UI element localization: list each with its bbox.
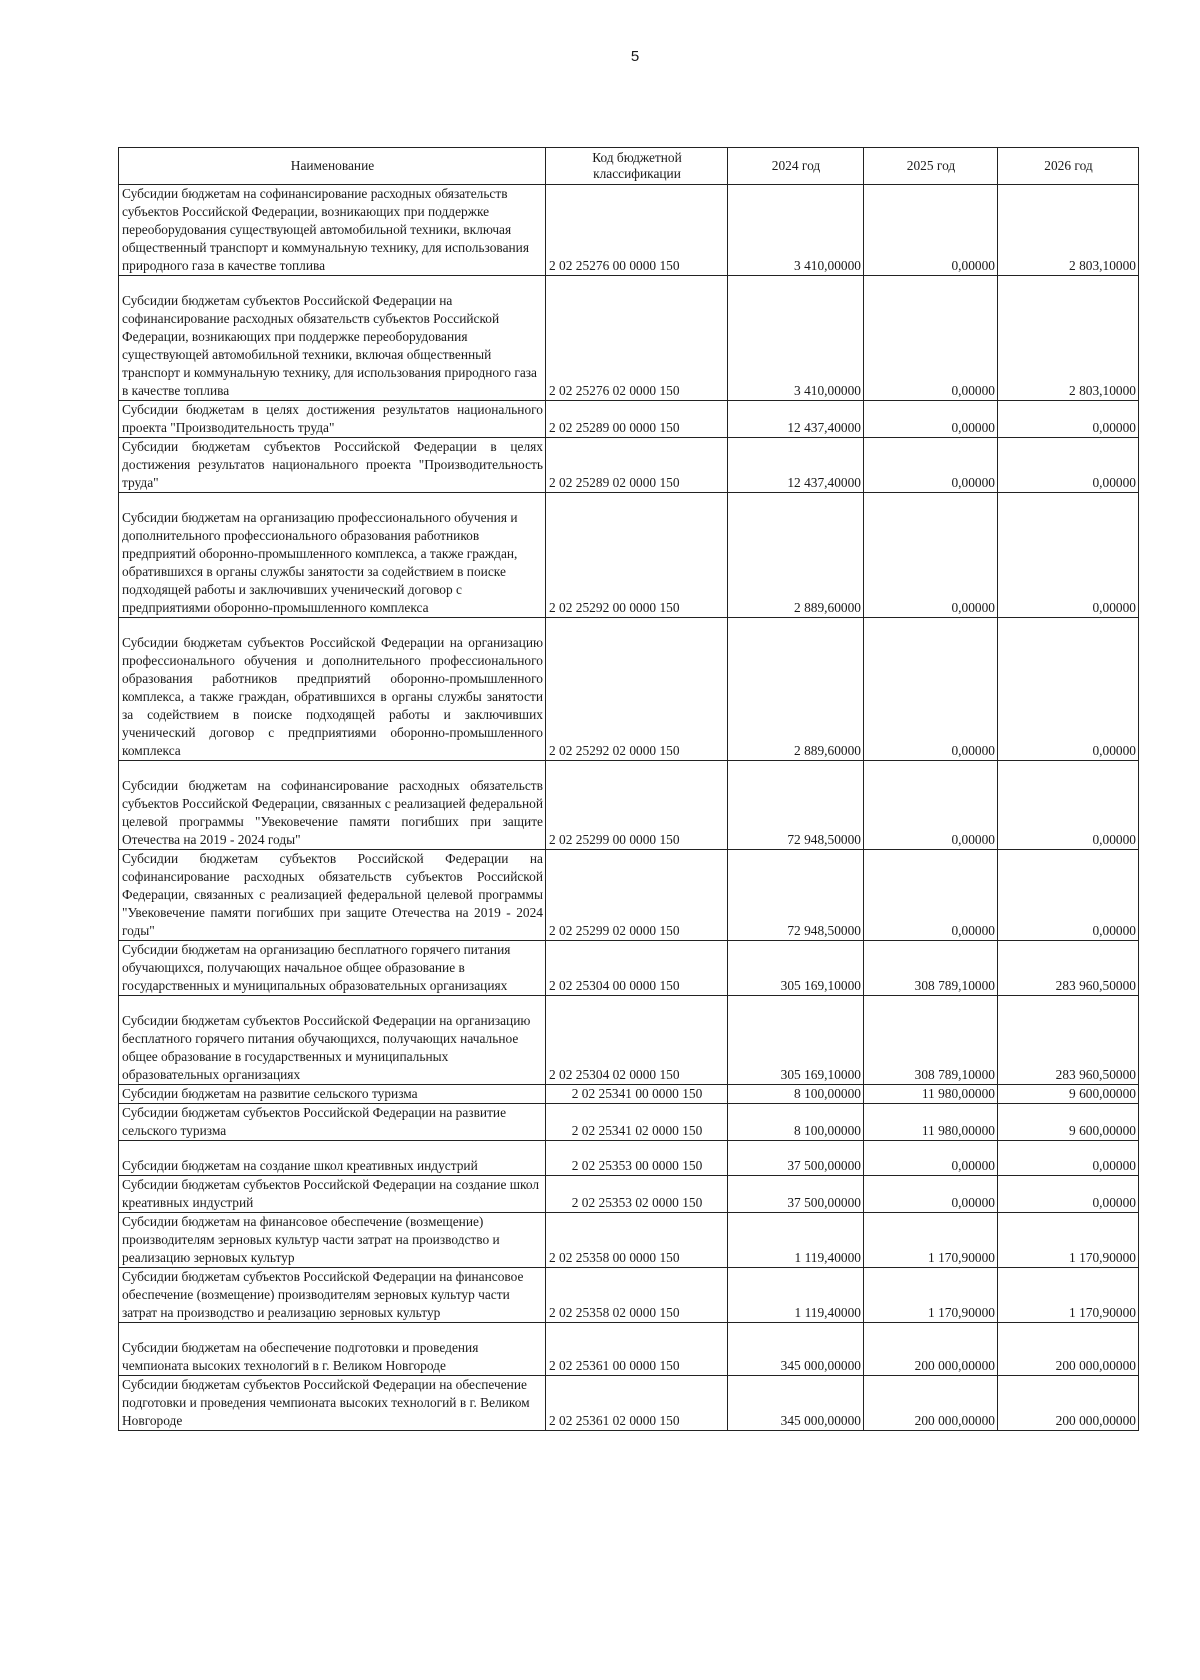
table-row [119,996,1139,1085]
row-2026: 200 000,00000 [998,1323,1139,1376]
row-2026: 0,00000 [998,850,1139,941]
row-2025: 200 000,00000 [864,1323,998,1376]
header-2026: 2026 год [998,148,1139,185]
row-2024: 72 948,50000 [728,761,864,850]
table-row [119,850,1139,941]
header-2024: 2024 год [728,148,864,185]
row-name: Субсидии бюджетам субъектов Российской Федерации на финансовое обеспечение (возмещение) производителям зерновых культур части затрат на производство и реализацию зерновых культур [119,1268,546,1323]
header-name: Наименование [119,148,546,185]
row-code: 2 02 25353 00 0000 150 [546,1141,728,1176]
row-code: 2 02 25289 02 0000 150 [546,438,728,493]
table-row [119,1176,1139,1213]
row-2025: 308 789,10000 [864,996,998,1085]
row-2026: 283 960,50000 [998,941,1139,996]
row-name: Субсидии бюджетам на организацию профессионального обучения и дополнительного профессионального образования работников предприятий оборонно-промышленного комплекса, а также граждан, обратившихся в органы службы занятости за содействием в поиске подходящей работы и заключивших ученический договор с предприятиями оборонно-промышленного комплекса [119,493,546,618]
row-2024: 345 000,00000 [728,1376,864,1431]
table-row [119,761,1139,850]
row-2024: 3 410,00000 [728,185,864,276]
row-code: 2 02 25341 02 0000 150 [546,1104,728,1141]
row-code: 2 02 25299 00 0000 150 [546,761,728,850]
row-2024: 72 948,50000 [728,850,864,941]
row-code: 2 02 25361 00 0000 150 [546,1323,728,1376]
row-2024: 1 119,40000 [728,1213,864,1268]
table-row [119,618,1139,761]
row-2025: 11 980,00000 [864,1104,998,1141]
row-2025: 0,00000 [864,1176,998,1213]
row-2026: 1 170,90000 [998,1268,1139,1323]
row-2024: 8 100,00000 [728,1085,864,1104]
row-name: Субсидии бюджетам на создание школ креативных индустрий [119,1141,546,1176]
table-row [119,493,1139,618]
row-code: 2 02 25358 02 0000 150 [546,1268,728,1323]
row-2026: 2 803,10000 [998,185,1139,276]
table-row [119,276,1139,401]
table-row [119,401,1139,438]
row-2024: 8 100,00000 [728,1104,864,1141]
row-2024: 12 437,40000 [728,401,864,438]
table-row [119,1323,1139,1376]
row-2024: 1 119,40000 [728,1268,864,1323]
row-code: 2 02 25304 00 0000 150 [546,941,728,996]
row-2024: 3 410,00000 [728,276,864,401]
row-code: 2 02 25358 00 0000 150 [546,1213,728,1268]
table-row [119,941,1139,996]
row-name: Субсидии бюджетам субъектов Российской Федерации в целях достижения результатов национального проекта "Производительность труда" [119,438,546,493]
row-2024: 305 169,10000 [728,996,864,1085]
row-2026: 283 960,50000 [998,996,1139,1085]
row-code: 2 02 25353 02 0000 150 [546,1176,728,1213]
row-name: Субсидии бюджетам на обеспечение подготовки и проведения чемпионата высоких технологий в г. Великом Новгороде [119,1323,546,1376]
table-row [119,438,1139,493]
table-row [119,185,1139,276]
row-2024: 2 889,60000 [728,493,864,618]
row-2025: 0,00000 [864,850,998,941]
table-row [119,1376,1139,1431]
row-2025: 1 170,90000 [864,1213,998,1268]
row-2026: 2 803,10000 [998,276,1139,401]
table-row [119,1213,1139,1268]
row-2026: 0,00000 [998,1176,1139,1213]
table-row [119,1104,1139,1141]
row-2026: 9 600,00000 [998,1104,1139,1141]
row-2024: 12 437,40000 [728,438,864,493]
row-name: Субсидии бюджетам субъектов Российской Федерации на организацию профессионального обучения и дополнительного профессионального образования работников предприятий оборонно-промышленного комплекса, а также граждан, обратившихся в органы службы занятости за содействием в поиске подходящей работы и заключивших ученический договор с предприятиями оборонно-промышленного комплекса [119,618,546,761]
row-2026: 9 600,00000 [998,1085,1139,1104]
page-number: 5 [630,48,640,65]
row-code: 2 02 25292 02 0000 150 [546,618,728,761]
row-2026: 0,00000 [998,493,1139,618]
row-2025: 0,00000 [864,761,998,850]
row-2026: 0,00000 [998,1141,1139,1176]
row-2024: 305 169,10000 [728,941,864,996]
row-name: Субсидии бюджетам субъектов Российской Федерации на обеспечение подготовки и проведения чемпионата высоких технологий в г. Великом Новгороде [119,1376,546,1431]
row-2025: 0,00000 [864,401,998,438]
row-2025: 0,00000 [864,185,998,276]
header-2025: 2025 год [864,148,998,185]
row-2025: 0,00000 [864,438,998,493]
row-2024: 37 500,00000 [728,1141,864,1176]
row-2025: 0,00000 [864,618,998,761]
row-name: Субсидии бюджетам на развитие сельского туризма [119,1085,546,1104]
row-2025: 308 789,10000 [864,941,998,996]
row-2026: 0,00000 [998,618,1139,761]
row-name: Субсидии бюджетам в целях достижения результатов национального проекта "Производительность труда" [119,401,546,438]
row-code: 2 02 25299 02 0000 150 [546,850,728,941]
row-name: Субсидии бюджетам на софинансирование расходных обязательств субъектов Российской Федерации, связанных с реализацией федеральной целевой программы "Увековечение памяти погибших при защите Отечества на 2019 - 2024 годы" [119,761,546,850]
row-code: 2 02 25276 00 0000 150 [546,185,728,276]
row-code: 2 02 25292 00 0000 150 [546,493,728,618]
row-2025: 0,00000 [864,1141,998,1176]
table-row [119,1085,1139,1104]
row-name: Субсидии бюджетам на софинансирование расходных обязательств субъектов Российской Федерации, возникающих при поддержке переоборудования существующей автомобильной техники, включая общественный транспорт и коммунальную технику, для использования природного газа в качестве топлива [119,185,546,276]
row-2024: 2 889,60000 [728,618,864,761]
row-2026: 0,00000 [998,761,1139,850]
row-2026: 1 170,90000 [998,1213,1139,1268]
row-name: Субсидии бюджетам субъектов Российской Федерации на развитие сельского туризма [119,1104,546,1141]
table-header-row [119,148,1139,185]
row-name: Субсидии бюджетам субъектов Российской Федерации на софинансирование расходных обязательств субъектов Российской Федерации, возникающих при поддержке переоборудования существующей автомобильной техники, включая общественный транспорт и коммунальную технику, для использования природного газа в качестве топлива [119,276,546,401]
row-2025: 200 000,00000 [864,1376,998,1431]
row-code: 2 02 25341 00 0000 150 [546,1085,728,1104]
row-name: Субсидии бюджетам субъектов Российской Федерации на организацию бесплатного горячего питания обучающихся, получающих начальное общее образование в государственных и муниципальных образовательных организациях [119,996,546,1085]
row-2025: 0,00000 [864,276,998,401]
row-2025: 0,00000 [864,493,998,618]
row-name: Субсидии бюджетам субъектов Российской Федерации на софинансирование расходных обязательств субъектов Российской Федерации, связанных с реализацией федеральной целевой программы "Увековечение памяти погибших при защите Отечества на 2019 - 2024 годы" [119,850,546,941]
row-2024: 345 000,00000 [728,1323,864,1376]
row-name: Субсидии бюджетам на финансовое обеспечение (возмещение) производителям зерновых культур части затрат на производство и реализацию зерновых культур [119,1213,546,1268]
row-2025: 11 980,00000 [864,1085,998,1104]
row-2026: 0,00000 [998,401,1139,438]
row-code: 2 02 25304 02 0000 150 [546,996,728,1085]
row-name: Субсидии бюджетам на организацию бесплатного горячего питания обучающихся, получающих начальное общее образование в государственных и муниципальных образовательных организациях [119,941,546,996]
row-name: Субсидии бюджетам субъектов Российской Федерации на создание школ креативных индустрий [119,1176,546,1213]
row-2026: 200 000,00000 [998,1376,1139,1431]
row-code: 2 02 25276 02 0000 150 [546,276,728,401]
row-2026: 0,00000 [998,438,1139,493]
budget-table [118,147,1139,1431]
row-code: 2 02 25289 00 0000 150 [546,401,728,438]
header-code: Код бюджетной классификации [546,148,728,185]
row-code: 2 02 25361 02 0000 150 [546,1376,728,1431]
table-row [119,1141,1139,1176]
row-2025: 1 170,90000 [864,1268,998,1323]
row-2024: 37 500,00000 [728,1176,864,1213]
table-row [119,1268,1139,1323]
